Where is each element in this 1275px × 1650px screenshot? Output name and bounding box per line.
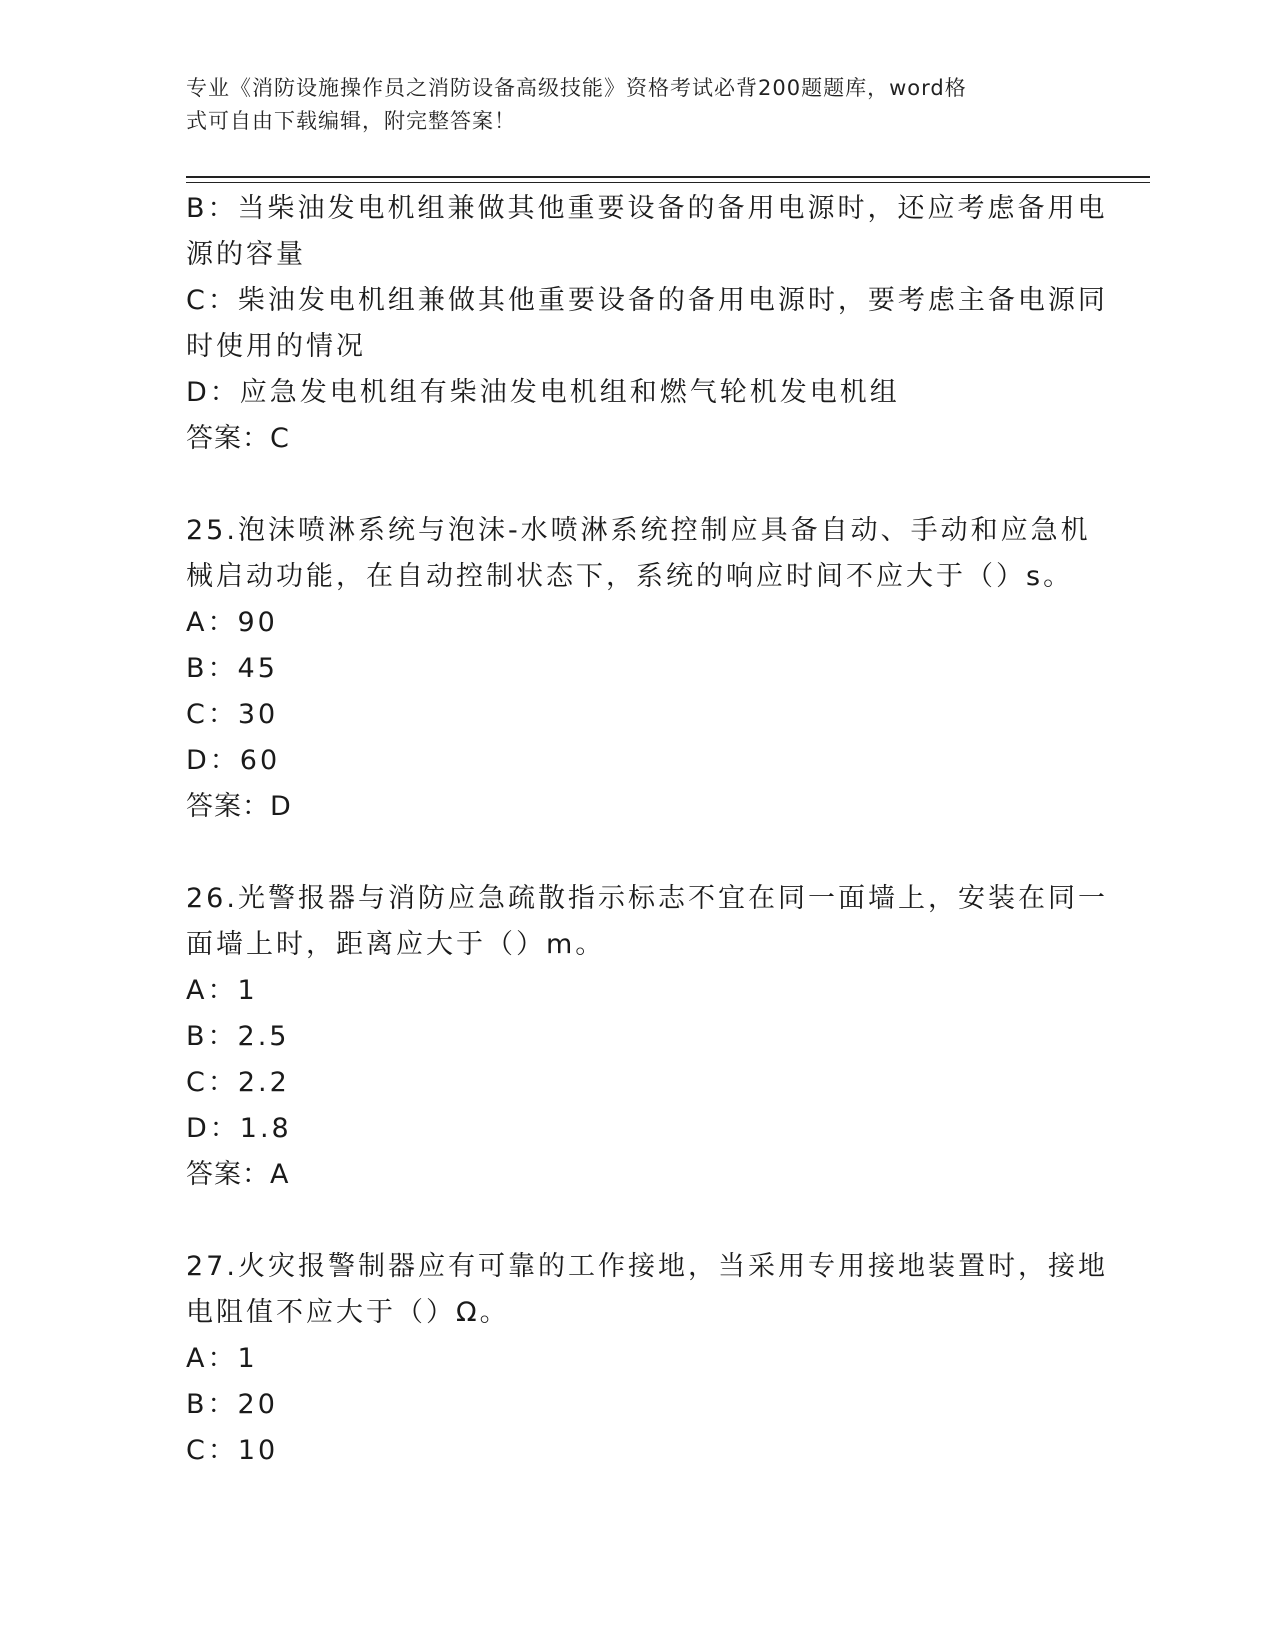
header-line-2: 式可自由下载编辑，附完整答案！	[186, 109, 516, 133]
q27-option-c: C：10	[186, 1435, 279, 1466]
header-line-1: 专业《消防设施操作员之消防设备高级技能》资格考试必背200题题库，word格	[186, 76, 967, 100]
q27-stem-line1: 27.火灾报警制器应有可靠的工作接地，当采用专用接地装置时，接地	[186, 1251, 1108, 1282]
q24-option-c-line1: C：柴油发电机组兼做其他重要设备的备用电源时，要考虑主备电源同	[186, 285, 1108, 316]
header-rule-thick	[186, 176, 1150, 178]
q26-option-a: A：1	[186, 975, 258, 1006]
q26-stem-line1: 26.光警报器与消防应急疏散指示标志不宜在同一面墙上，安装在同一	[186, 883, 1108, 914]
spacer	[186, 1198, 1076, 1244]
q24-option-d: D：应急发电机组有柴油发电机组和燃气轮机发电机组	[186, 377, 900, 408]
q25-stem-line1: 25.泡沫喷淋系统与泡沫-水喷淋系统控制应具备自动、手动和应急机	[186, 515, 1091, 546]
q25-answer: 答案：D	[186, 791, 292, 822]
q25-option-a: A：90	[186, 607, 278, 638]
q25-option-b: B：45	[186, 653, 278, 684]
document-header	[186, 72, 1066, 138]
q25-option-c: C：30	[186, 699, 279, 730]
header-rule-thin	[186, 182, 1150, 183]
q27-stem-line2: 电阻值不应大于（）Ω。	[186, 1297, 510, 1328]
q24-option-b-line2: 源的容量	[186, 239, 306, 270]
q26-stem-line2: 面墙上时，距离应大于（）m。	[186, 929, 606, 960]
spacer	[186, 462, 1076, 508]
q24-answer: 答案：C	[186, 423, 290, 454]
q27-option-b: B：20	[186, 1389, 278, 1420]
q24-option-c-line2: 时使用的情况	[186, 331, 366, 362]
q24-option-b-line1: B：当柴油发电机组兼做其他重要设备的备用电源时，还应考虑备用电	[186, 193, 1108, 224]
spacer	[186, 830, 1076, 876]
q25-stem-line2: 械启动功能，在自动控制状态下，系统的响应时间不应大于（）s。	[186, 561, 1074, 592]
q26-option-c: C：2.2	[186, 1067, 290, 1098]
q25-option-d: D：60	[186, 745, 281, 776]
question-list	[186, 186, 1108, 1474]
q26-answer: 答案：A	[186, 1159, 290, 1190]
q26-option-b: B：2.5	[186, 1021, 290, 1052]
q27-option-a: A：1	[186, 1343, 258, 1374]
q26-option-d: D：1.8	[186, 1113, 292, 1144]
